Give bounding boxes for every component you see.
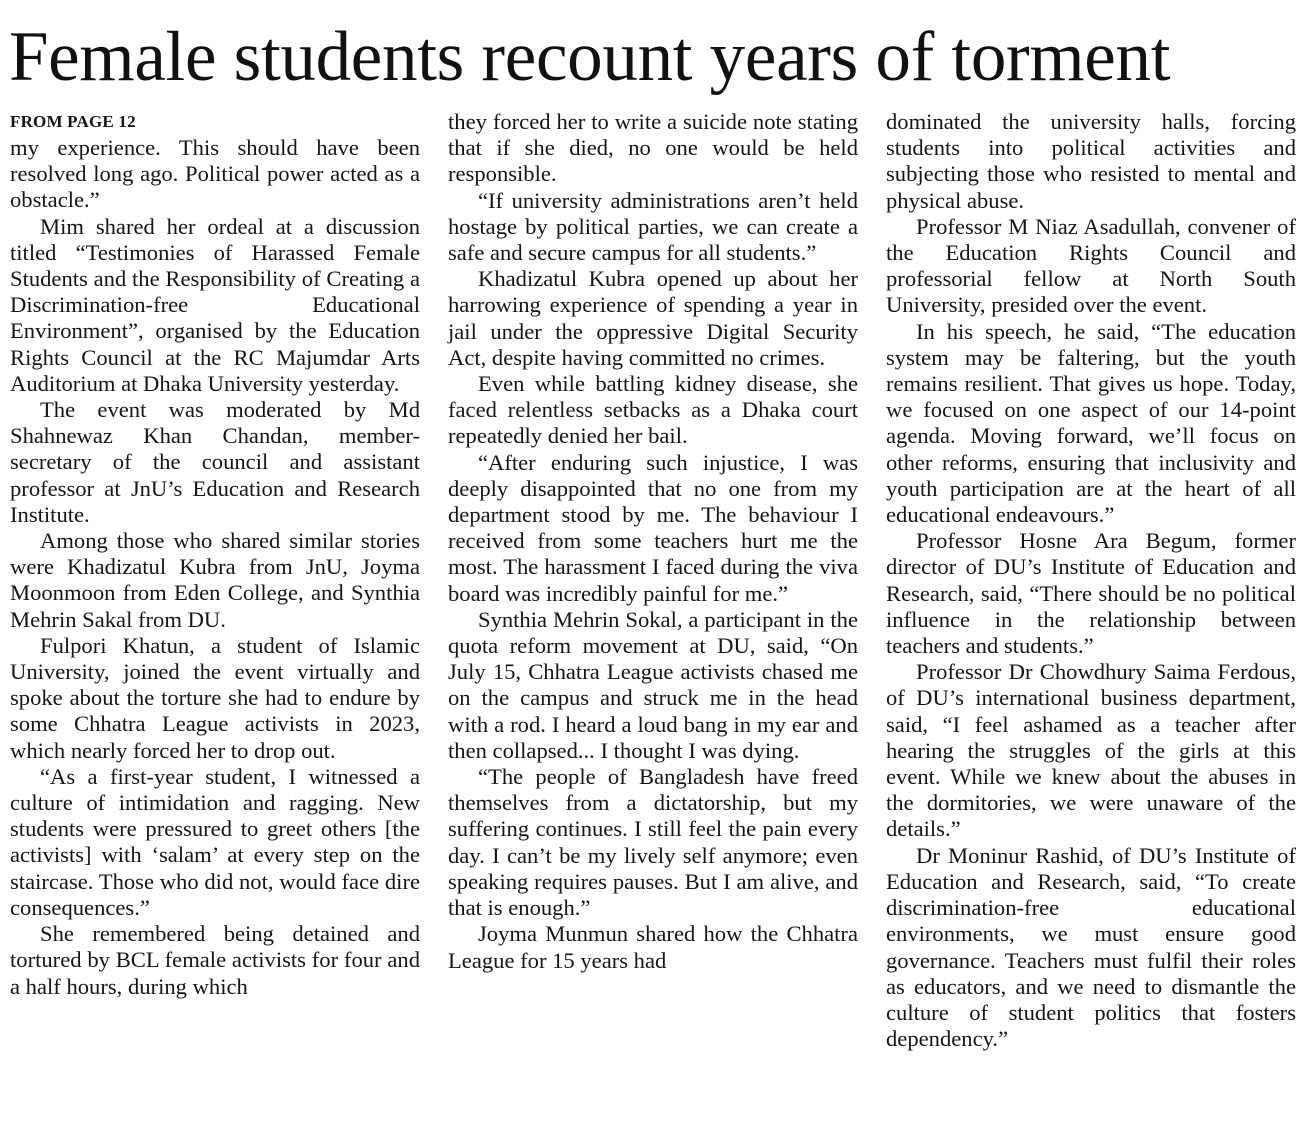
paragraph: Mim shared her ordeal at a discussion titled “Testimonies of Harassed Female Students and the Responsibility of Creating a Discrimination-free Educational Environment”, organised by the Education Rights Council at the RC Majumdar Arts Auditorium at Dhaka University yesterday. [10, 213, 420, 396]
paragraph: Dr Moninur Rashid, of DU’s Institute of Education and Research, said, “To create discrimination-free educational environments, we must ensure good governance. Teachers must fulfil their roles as educators, and we need to dismantle the culture of student politics that fosters dependency.” [886, 842, 1296, 1052]
paragraph: “As a first-year student, I witnessed a culture of intimidation and ragging. New students were pressured to greet others [the activists] with ‘salam’ at every step on the staircase. Those who did not, would face dire consequences.” [10, 763, 420, 920]
paragraph: Professor Dr Chowdhury Saima Ferdous, of DU’s international business department, said, “I feel ashamed as a teacher after hearing the struggles of the girls at this event. While we knew about the abuses in the dormitories, we were unaware of the details.” [886, 659, 1296, 842]
paragraph: The event was moderated by Md Shahnewaz Khan Chandan, member-secretary of the council and assistant professor at JnU’s Education and Research Institute. [10, 397, 420, 527]
paragraph: In his speech, he said, “The education system may be faltering, but the youth remains resilient. That gives us hope. Today, we focused on one aspect of our 14-point agenda. Moving forward, we’ll focus on other reforms, ensuring that inclusivity and youth participation are at the heart of all educational endeavours.” [886, 318, 1296, 528]
paragraph: “If university administrations aren’t held hostage by political parties, we can create a safe and secure campus for all students.” [448, 187, 858, 266]
article-column-3 [886, 109, 1296, 1052]
jumpline: FROM PAGE 12 [10, 112, 136, 131]
paragraph: dominated the university halls, forcing students into political activities and subjecting those who resisted to mental and physical abuse. [886, 109, 1296, 213]
paragraph: Khadizatul Kubra opened up about her harrowing experience of spending a year in jail under the oppressive Digital Security Act, despite having committed no crimes. [448, 266, 858, 370]
paragraph: Professor Hosne Ara Begum, former director of DU’s Institute of Education and Research, said, “There should be no political influence in the relationship between teachers and students.” [886, 528, 1296, 659]
paragraph: Professor M Niaz Asadullah, convener of the Education Rights Council and professorial fellow at North South University, presided over the event. [886, 213, 1296, 318]
paragraph: Fulpori Khatun, a student of Islamic University, joined the event virtually and spoke about the torture she had to endure by some Chhatra League activists in 2023, which nearly forced her to drop out. [10, 632, 420, 763]
paragraph: She remembered being detained and tortured by BCL female activists for four and a half hours, during which [10, 921, 420, 999]
article-column-1 [10, 109, 420, 1000]
paragraph: Even while battling kidney disease, she faced relentless setbacks as a Dhaka court repeatedly denied her bail. [448, 371, 858, 449]
paragraph: my experience. This should have been resolved long ago. Political power acted as a obstacle.” [10, 135, 420, 213]
paragraph: “The people of Bangladesh have freed themselves from a dictatorship, but my suffering continues. I still feel the pain every day. I can’t be my lively self anymore; even speaking requires pauses. But I am alive, and that is enough.” [448, 764, 858, 921]
article-column-2 [448, 109, 858, 974]
paragraph: “After enduring such injustice, I was deeply disappointed that no one from my department stood by me. The behaviour I received from some teachers hurt me the most. The harassment I faced during the viva board was incredibly painful for me.” [448, 449, 858, 606]
paragraph: Synthia Mehrin Sokal, a participant in the quota reform movement at DU, said, “On July 15, Chhatra League activists chased me on the campus and struck me in the head with a rod. I heard a loud bang in my ear and then collapsed... I thought I was dying. [448, 606, 858, 763]
paragraph: Among those who shared similar stories were Khadizatul Kubra from JnU, Joyma Moonmoon from Eden College, and Synthia Mehrin Sakal from DU. [10, 528, 420, 632]
article-headline: Female students recount years of torment [9, 18, 1171, 96]
paragraph: Joyma Munmun shared how the Chhatra League for 15 years had [448, 921, 858, 973]
paragraph: they forced her to write a suicide note stating that if she died, no one would be held responsible. [448, 109, 858, 187]
